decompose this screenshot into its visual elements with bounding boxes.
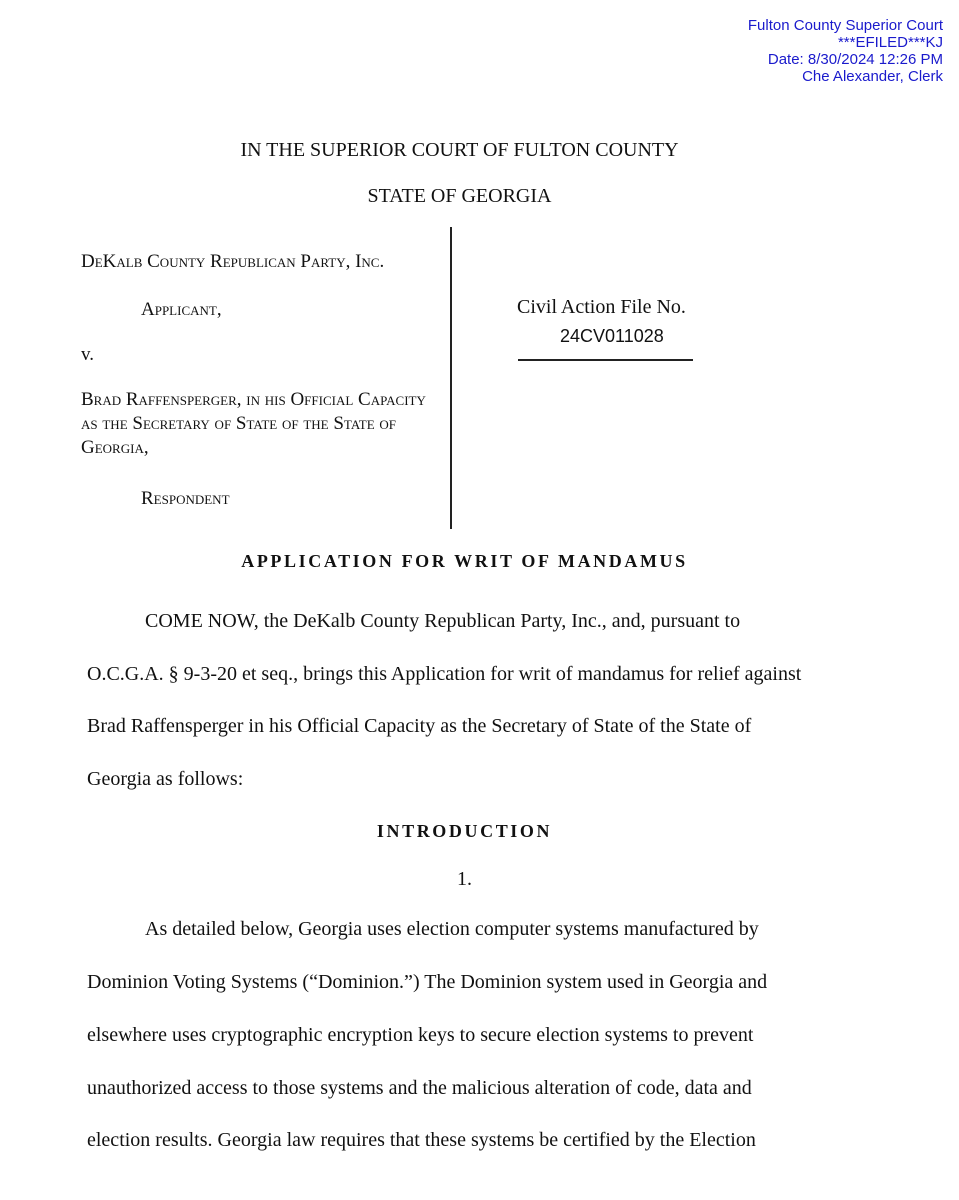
applicant-role: Applicant, <box>141 299 222 320</box>
body-line: election results. Georgia law requires that these systems be certified by the Election <box>87 1129 756 1151</box>
court-state: STATE OF GEORGIA <box>367 185 552 207</box>
body-line: COME NOW, the DeKalb County Republican Party, Inc., and, pursuant to <box>145 610 741 632</box>
applicant-name: DeKalb County Republican Party, Inc. <box>81 251 385 272</box>
body-line: Brad Raffensperger in his Official Capacity as the Secretary of State of the State of <box>87 715 752 737</box>
stamp-date: Date: 8/30/2024 12:26 PM <box>767 51 943 68</box>
court-name: IN THE SUPERIOR COURT OF FULTON COUNTY <box>240 139 679 161</box>
respondent-name: Brad Raffensperger, in his Official Capacity as the Secretary of State of the State of Georgia, <box>81 389 426 458</box>
file-number-label: Civil Action File No. <box>517 296 686 318</box>
body-line: elsewhere uses cryptographic encryption keys to secure election systems to prevent <box>87 1024 754 1046</box>
stamp-efiled: ***EFILED***KJ <box>837 34 943 51</box>
stamp-court: Fulton County Superior Court <box>747 17 943 34</box>
paragraph-number: 1. <box>457 868 472 890</box>
body-line: O.C.G.A. § 9-3-20 et seq., brings this Application for writ of mandamus for relief against <box>87 663 802 685</box>
file-number-underline <box>518 359 693 361</box>
caption-divider <box>450 227 452 529</box>
versus-label: v. <box>81 344 95 365</box>
body-line: As detailed below, Georgia uses election computer systems manufactured by <box>145 918 759 940</box>
section-heading: INTRODUCTION <box>376 821 553 841</box>
body-line: Dominion Voting Systems (“Dominion.”) The Dominion system used in Georgia and <box>87 971 768 993</box>
respondent-role: Respondent <box>141 488 230 509</box>
file-number: 24CV011028 <box>560 326 664 346</box>
stamp-clerk: Che Alexander, Clerk <box>802 68 943 85</box>
document-title: APPLICATION FOR WRIT OF MANDAMUS <box>241 551 688 571</box>
body-line: Georgia as follows: <box>87 768 244 790</box>
body-line: unauthorized access to those systems and the malicious alteration of code, data and <box>87 1077 752 1099</box>
efiling-stamp <box>748 17 943 85</box>
